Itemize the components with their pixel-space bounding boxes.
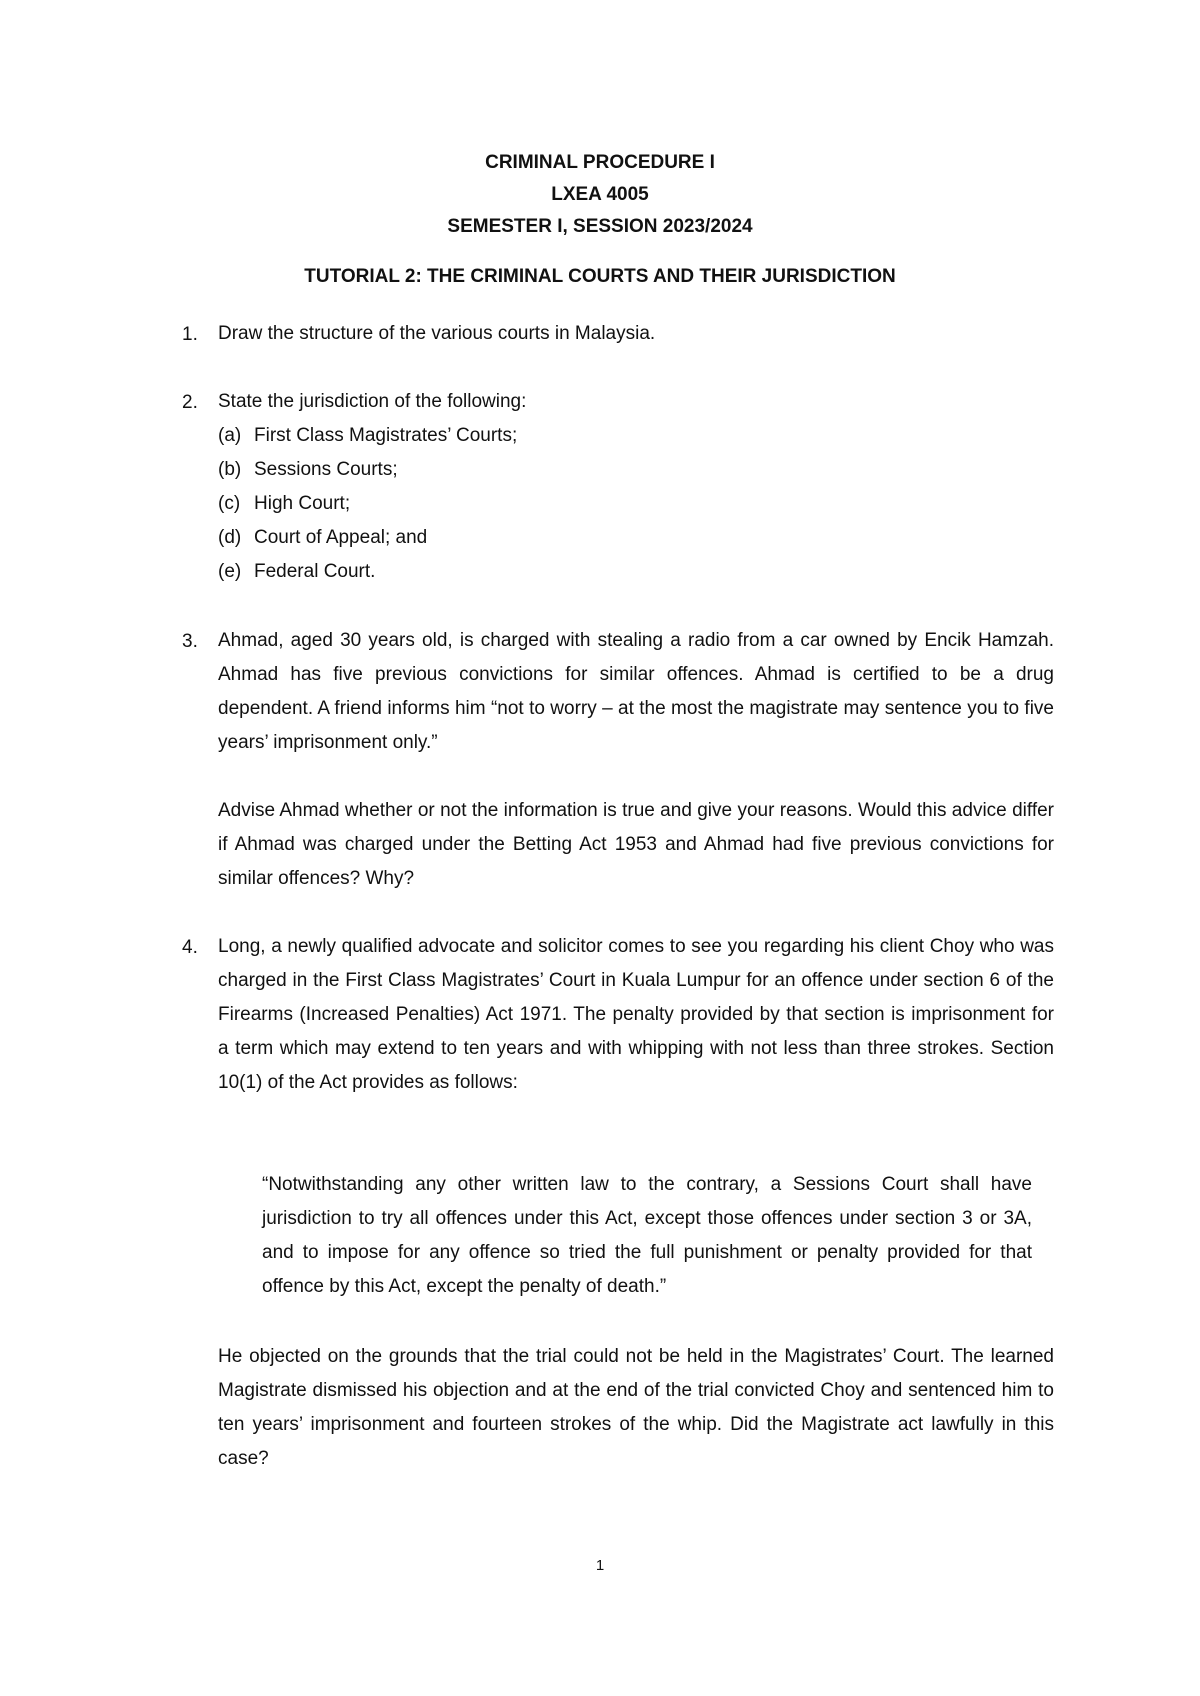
document-header: [0, 147, 1200, 243]
item-text: First Class Magistrates’ Courts;: [254, 425, 518, 446]
semester-session: SEMESTER I, SESSION 2023/2024: [447, 216, 753, 237]
question-1-text: Draw the structure of the various courts in Malaysia.: [218, 323, 656, 344]
question-2-number: 2.: [182, 392, 198, 413]
question-3-paragraph-2: Advise Ahmad whether or not the information is true and give your reasons. Would this advice differ if Ahmad was charged under the Betting Act 1953 and Ahmad had five previous convictions for similar offences? Why?: [218, 800, 1054, 889]
item-text: Sessions Courts;: [254, 459, 398, 480]
course-code: LXEA 4005: [551, 184, 649, 205]
question-3-number: 3.: [182, 631, 198, 652]
question-4-paragraph-2: He objected on the grounds that the trial could not be held in the Magistrates’ Court. The learned Magistrate dismissed his objection and at the end of the trial convicted Choy and sentenced him to ten years’ imprisonment and fourteen strokes of the whip. Did the Magistrate act lawfully in this case?: [218, 1346, 1054, 1469]
item-label: (b): [218, 459, 242, 480]
item-text: High Court;: [254, 493, 351, 514]
item-text: Federal Court.: [254, 561, 376, 582]
question-1-number: 1.: [182, 324, 198, 345]
item-label: (d): [218, 527, 242, 548]
course-title: CRIMINAL PROCEDURE I: [485, 152, 715, 173]
page-number: 1: [595, 1557, 605, 1574]
question-2-item-b: [218, 453, 398, 487]
question-2-item-d: [218, 521, 427, 555]
question-2-text: State the jurisdiction of the following:: [218, 391, 527, 412]
item-label: (a): [218, 425, 242, 446]
question-2-item-e: [218, 555, 375, 589]
question-3-paragraph-1: Ahmad, aged 30 years old, is charged with stealing a radio from a car owned by Encik Hamzah. Ahmad has five previous convictions for similar offences. Ahmad is certified to be a drug dependent. A friend informs him “not to worry – at the most the magistrate may sentence you to five years’ imprisonment only.”: [218, 630, 1054, 753]
question-2-item-c: [218, 487, 350, 521]
question-4-number: 4.: [182, 937, 198, 958]
question-4-paragraph-1: Long, a newly qualified advocate and solicitor comes to see you regarding his client Choy who was charged in the First Class Magistrates’ Court in Kuala Lumpur for an offence under section 6 of the Firearms (Increased Penalties) Act 1971. The penalty provided by that section is imprisonment for a term which may extend to ten years and with whipping with not less than three strokes. Section 10(1) of the Act provides as follows:: [218, 936, 1054, 1093]
question-4-quotation: “Notwithstanding any other written law to the contrary, a Sessions Court shall have jurisdiction to try all offences under this Act, except those offences under section 3 or 3A, and to impose for any offence so tried the full punishment or penalty provided for that offence by this Act, except the penalty of death.”: [262, 1174, 1032, 1297]
item-text: Court of Appeal; and: [254, 527, 428, 548]
question-2-item-a: [218, 419, 517, 453]
item-label: (c): [218, 493, 241, 514]
tutorial-title: TUTORIAL 2: THE CRIMINAL COURTS AND THEIR JURISDICTION: [304, 266, 896, 287]
item-label: (e): [218, 561, 242, 582]
